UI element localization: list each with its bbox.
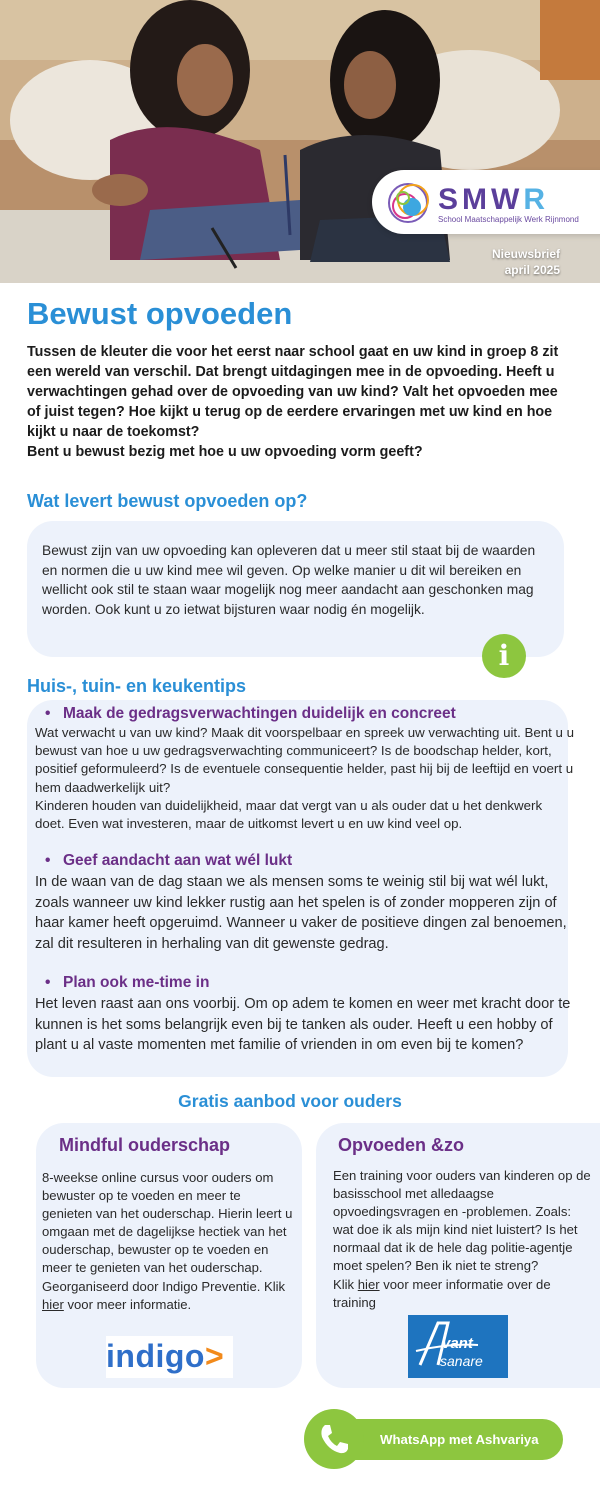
logo-circles-icon	[386, 178, 436, 228]
tip-body-1-paragraph-2: Kinderen houden van duidelijkheid, maar dat vergt van u als ouder dat u het denkwerk doet. Even wat investeren, maar de uitkomst levert u en uw kind veel op.	[35, 797, 543, 832]
tips-heading: Huis-, tuin- en keukentips	[27, 676, 247, 696]
tip-title-2: • Geef aandacht aan wat wél lukt	[45, 852, 292, 870]
avant-logo-line-1: vant	[442, 1335, 473, 1352]
offer-title-opvoeden: Opvoeden &zo	[338, 1135, 465, 1155]
hero-illustration	[0, 0, 600, 283]
intro-text	[27, 342, 572, 462]
logo-subtitle: School Maatschappelijk Werk Rijnmond	[438, 215, 579, 224]
benefit-heading: Wat levert bewust opvoeden op?	[27, 491, 308, 511]
offers-heading: Gratis aanbod voor ouders	[178, 1091, 402, 1111]
tip-body-1-paragraph: Wat verwacht u van uw kind? Maak dit voorspelbaar en spreek uw verwachting uit. Bent u u bewust van hoe u uw gedragsverwachting communiceert? Is de boodschap helder, kort, positief geformuleerd? Is de eventuele consequentie helder, past hij bij de leeftijd en voert u hem daadwerkelijk uit?	[35, 725, 575, 795]
avant-sanare-logo[interactable]	[408, 1315, 508, 1378]
page-title: Bewust opvoeden	[27, 296, 293, 331]
tip-title-1: • Maak de gedragsverwachtingen duidelijk en concreet	[45, 705, 456, 723]
smwr-logo	[372, 170, 600, 234]
phone-icon	[304, 1409, 364, 1469]
hero-photo	[0, 0, 600, 283]
issue-label	[492, 246, 560, 278]
mindful-info-link[interactable]: hier	[42, 1296, 64, 1312]
intro-paragraph: Tussen de kleuter die voor het eerst naar school gaat en uw kind in groep 8 zit een wereld van verschil. Dat brengt uitdagingen mee in de opvoeding. Heeft u verwachtingen gehad over de opvoeding van uw kind? Valt het opvoeden mee of juist tegen? Hoe kijkt u terug op de eerdere ervaringen met uw kind en hoe kijkt u naar de toekomst?	[27, 344, 559, 440]
whatsapp-button[interactable]	[304, 1409, 563, 1469]
info-icon: i	[482, 634, 526, 678]
whatsapp-label: WhatsApp met Ashvariya	[324, 1419, 563, 1460]
offer-text-opvoeden: Een training voor ouders van kinderen op de basisschool met alledaagse opvoedingsvragen en -problemen. Zoals: wat doe ik als mijn kind niet luistert? Is het normaal dat ik de hele dag politie-agentje moet spelen? Ben ik niet te streng? Klik hier voor meer informatie over de training	[333, 1168, 591, 1310]
logo-wordmark: SMWR	[438, 183, 549, 216]
benefit-card	[27, 521, 564, 657]
tip-body-3: Het leven raast aan ons voorbij. Om op adem te komen en weer met kracht door te kunnen is het soms belangrijk even bij te tanken als ouder. Heeft u een hobby of plant u al vaste momenten met familie of vrienden in om even bij te komen?	[35, 996, 571, 1053]
offer-title-mindful: Mindful ouderschap	[59, 1135, 230, 1155]
intro-last-line: Bent u bewust bezig met hoe u uw opvoeding vorm geeft?	[27, 444, 423, 460]
issue-line-2: april 2025	[504, 263, 560, 277]
offer-text-mindful: 8-weekse online cursus voor ouders om bewuster op te voeden en meer te genieten van het ouderschap. Hierin leert u omgaan met de dagelijkse hectiek van het ouderschap, bewuster op te voeden en meer te genieten van het ouderschap. Georganiseerd door Indigo Preventie. Klik hier voor meer informatie.	[42, 1170, 293, 1312]
indigo-logo[interactable]: indigo>	[106, 1336, 233, 1378]
issue-line-1: Nieuwsbrief	[491, 247, 560, 261]
avant-logo-line-2: sanare	[440, 1353, 483, 1369]
benefit-text: Bewust zijn van uw opvoeding kan opleveren dat u meer stil staat bij de waarden en normen die u uw kind mee wil geven. Op welke manier u dit wil bereiken en wellicht ook stil te staan waar mogelijk nog meer aandacht aan geschonken mag worden. Ook kunt u zo ietwat bijsturen waar nodig én mogelijk.	[42, 543, 536, 617]
tip-title-3: • Plan ook me-time in	[45, 974, 209, 992]
opvoeden-info-link[interactable]: hier	[357, 1276, 380, 1292]
tip-body-2: In de waan van de dag staan we als mensen soms te weinig stil bij wat wél lukt, zoals wanneer uw kind lekker rustig aan het spelen is of zonder mopperen zijn of haar kamer heeft opgeruimd. Wanneer u vaker de positieve dingen zal benoemen, zal dit resulteren in herhaling van dit gewenste gedrag.	[35, 874, 567, 952]
tip-body-1	[35, 724, 575, 833]
